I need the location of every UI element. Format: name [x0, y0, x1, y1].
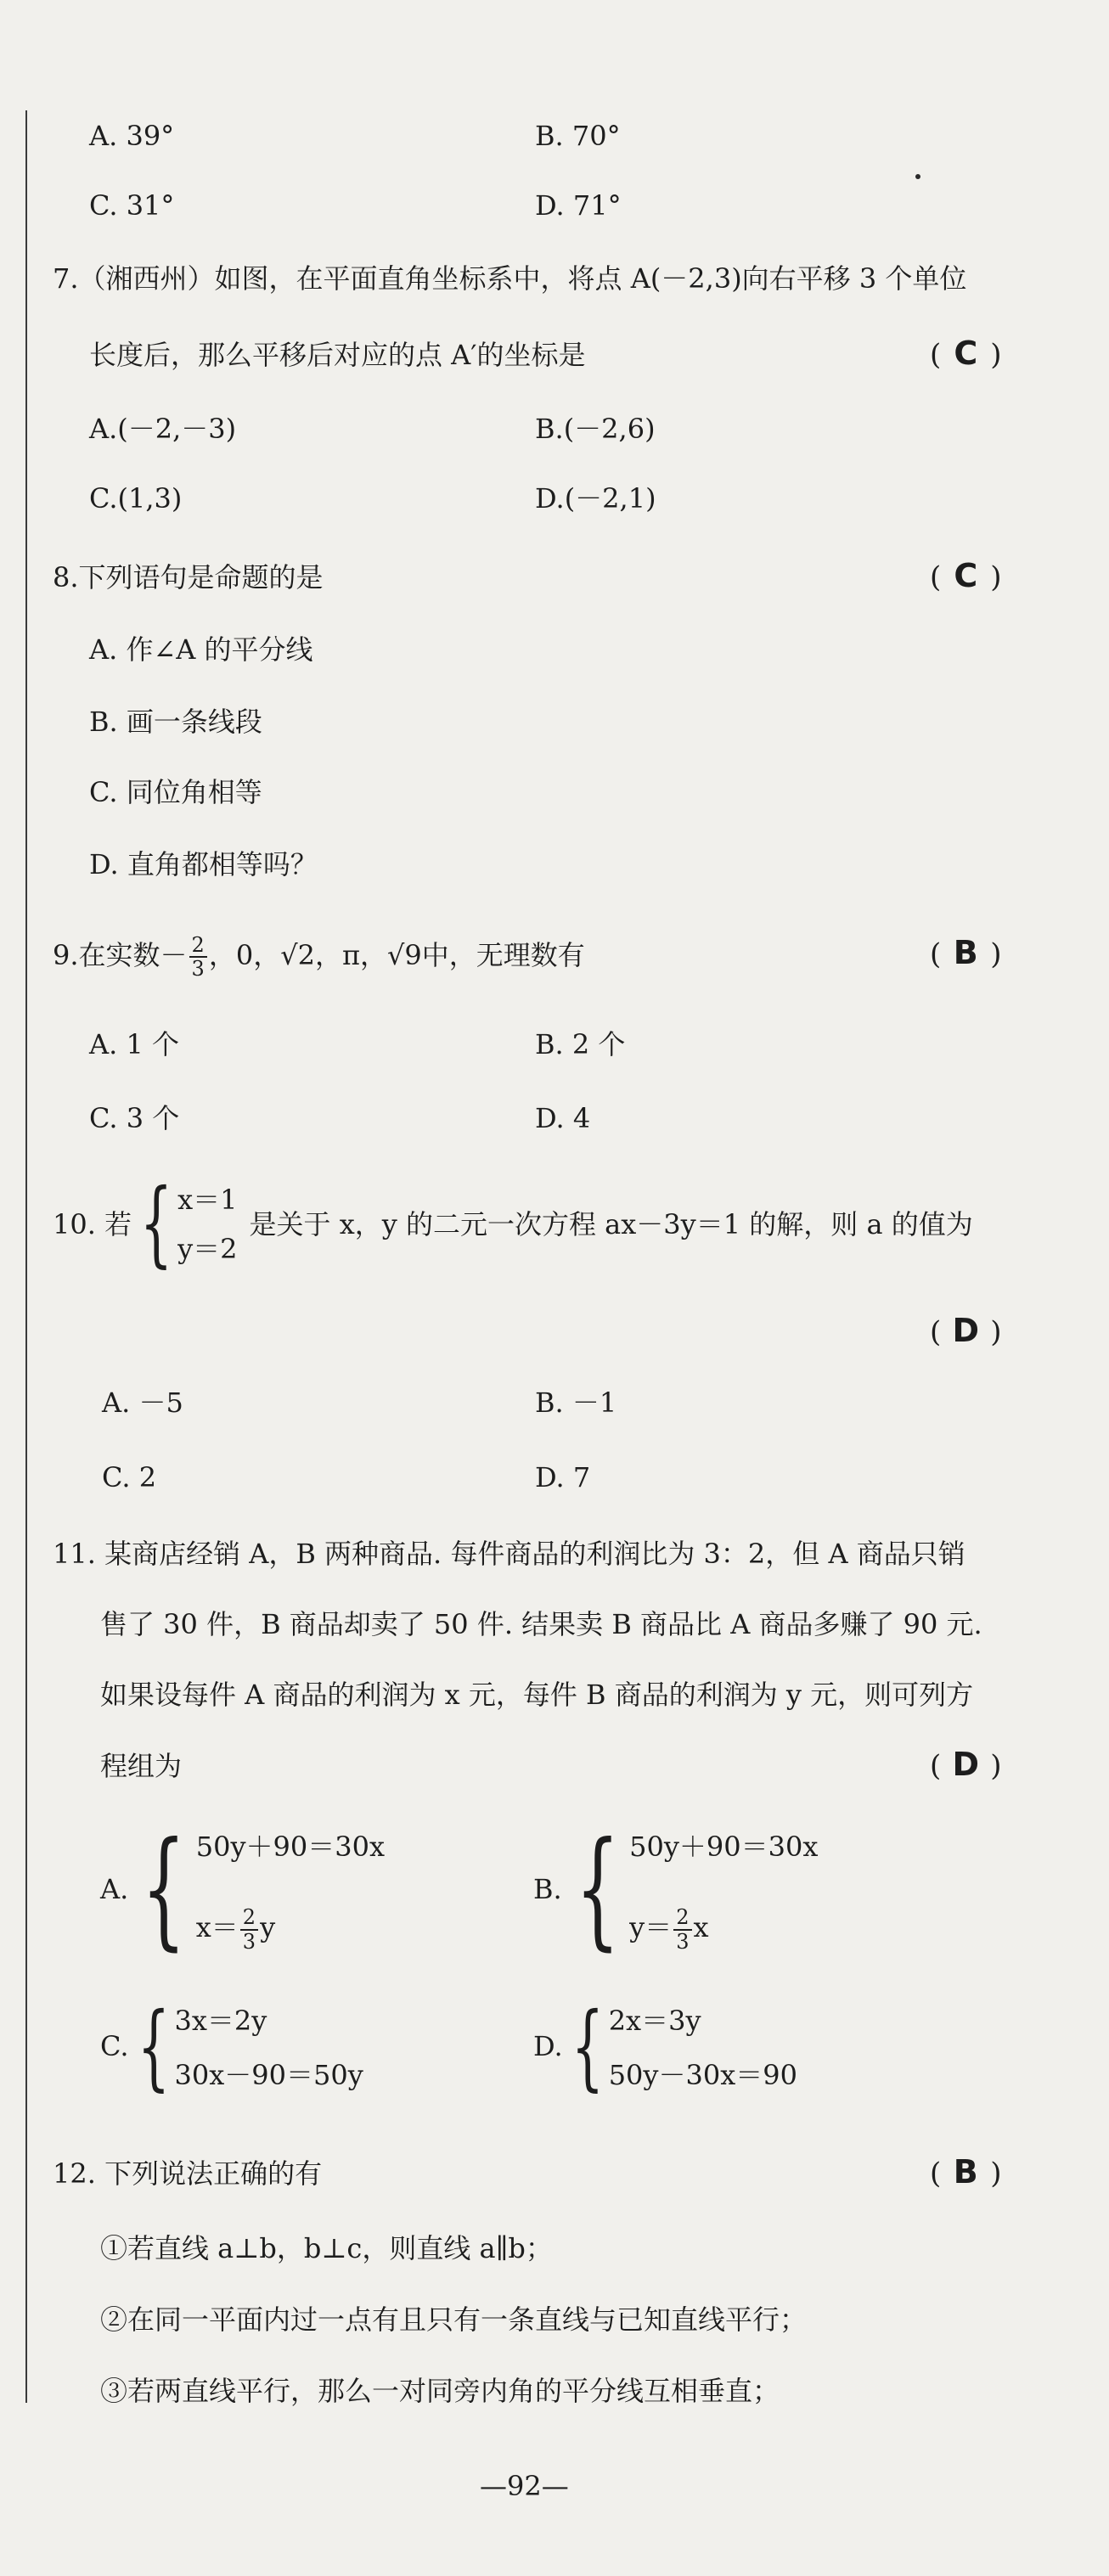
q11-option-c: C. { 3x＝2y 30x－90＝50y	[100, 1992, 363, 2101]
q9-option-a: A. 1 个	[89, 1028, 179, 1060]
q10-stem: 10. 若 { x＝1 y＝2 是关于 x，y 的二元一次方程 ax－3y＝1 的解，则 a 的值为	[53, 1168, 973, 1277]
q10-option-b: B. －1	[535, 1386, 617, 1419]
q9-option-b: B. 2 个	[535, 1028, 626, 1060]
q8-answer: ( C )	[930, 557, 1002, 594]
q11-stem-line4: 程组为	[100, 1750, 183, 1782]
q12-statement-2: ②在同一平面内过一点有且只有一条直线与已知直线平行；	[100, 2303, 808, 2336]
q10-answer-letter: D	[952, 1312, 980, 1349]
q7-stem-line2: 长度后，那么平移后对应的点 A′的坐标是	[89, 339, 586, 371]
q6-option-b: B. 70°	[535, 120, 621, 152]
q7-option-b: B.(－2,6)	[535, 413, 656, 445]
q11-option-d: D. { 2x＝3y 50y－30x＝90	[533, 1992, 797, 2101]
q10-option-c: C. 2	[102, 1461, 157, 1493]
q12-statement-1: ①若直线 a⊥b，b⊥c，则直线 a∥b；	[100, 2232, 553, 2264]
q12-answer-letter: B	[953, 2153, 978, 2191]
q7-option-d: D.(－2,1)	[535, 482, 656, 515]
q7-stem-line1: 7.（湘西州）如图，在平面直角坐标系中，将点 A(－2,3)向右平移 3 个单位	[53, 262, 967, 295]
q8-stem: 8.下列语句是命题的是	[53, 561, 324, 593]
q10-system-line1: x＝1	[177, 1184, 238, 1216]
ink-dot	[915, 174, 920, 179]
q6-option-c: C. 31°	[89, 189, 175, 222]
q7-option-a: A.(－2,－3)	[89, 413, 237, 445]
q10-option-d: D. 7	[535, 1461, 591, 1493]
q10-option-a: A. －5	[102, 1386, 183, 1419]
q11-option-a: A. { 50y＋90＝30x x＝ $\frac{2}{3}$ y	[100, 1815, 386, 1963]
q12-stem: 12. 下列说法正确的有	[53, 2157, 323, 2190]
q11-option-b: B. { 50y＋90＝30x y＝ $\frac{2}{3}$ x	[533, 1815, 819, 1963]
q7-option-c: C.(1,3)	[89, 482, 183, 515]
q11-answer: ( D )	[930, 1746, 1002, 1783]
q10-brace: {	[139, 1168, 173, 1277]
q6-option-d: D. 71°	[535, 189, 622, 222]
q11-answer-letter: D	[952, 1746, 980, 1783]
q8-option-a: A. 作∠A 的平分线	[89, 633, 313, 666]
q7-answer: ( C )	[930, 335, 1002, 372]
q9-fraction: $\frac{2}{3}$	[189, 934, 207, 981]
q8-option-d: D. 直角都相等吗？	[89, 848, 318, 880]
left-margin-rule	[25, 110, 27, 2403]
q12-statement-3: ③若两直线平行，那么一对同旁内角的平分线互相垂直；	[100, 2375, 780, 2407]
q11-stem-line3: 如果设每件 A 商品的利润为 x 元，每件 B 商品的利润为 y 元，则可列方	[100, 1679, 974, 1711]
q9-answer-letter: B	[953, 934, 978, 971]
q9-answer: ( B )	[930, 934, 1002, 971]
q9-stem: 9.在实数－ $\frac{2}{3}$ ，0，√2，π，√9中，无理数有	[53, 933, 585, 981]
q11-stem-line1: 11. 某商店经销 A，B 两种商品. 每件商品的利润比为 3：2，但 A 商品只销	[53, 1538, 965, 1570]
q8-option-b: B. 画一条线段	[89, 706, 262, 738]
q12-answer: ( B )	[930, 2153, 1002, 2191]
q9-option-d: D. 4	[535, 1102, 591, 1134]
page-number: —92—	[480, 2470, 569, 2502]
q7-answer-letter: C	[954, 335, 978, 372]
q9-option-c: C. 3 个	[89, 1102, 180, 1134]
q10-system-line2: y＝2	[177, 1233, 238, 1265]
q8-answer-letter: C	[954, 557, 978, 594]
q10-answer: ( D )	[930, 1312, 1002, 1349]
q8-option-c: C. 同位角相等	[89, 776, 262, 808]
q11-stem-line2: 售了 30 件，B 商品却卖了 50 件. 结果卖 B 商品比 A 商品多赚了 90 元.	[100, 1608, 982, 1640]
q6-option-a: A. 39°	[89, 120, 175, 152]
